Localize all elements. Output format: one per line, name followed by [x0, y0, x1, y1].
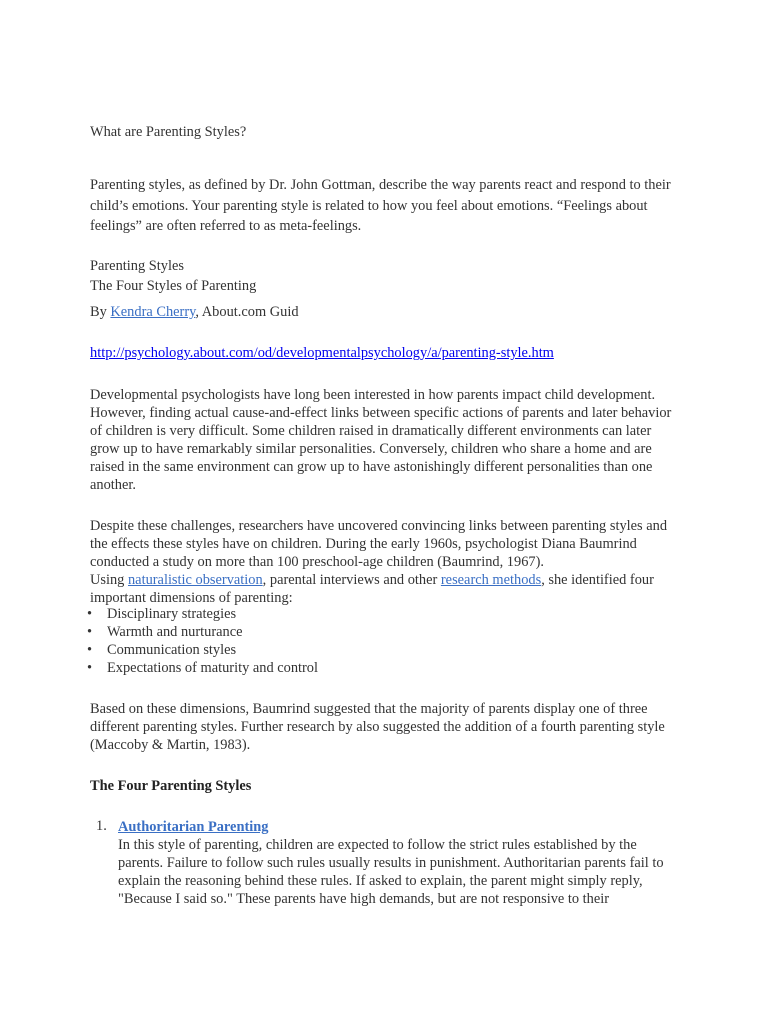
- section-heading: The Four Parenting Styles: [90, 778, 252, 794]
- bullet-icon: •: [87, 606, 93, 622]
- heading-parenting-styles: Parenting Styles: [90, 258, 184, 274]
- heading-four-styles: The Four Styles of Parenting: [90, 278, 257, 294]
- list-item-label: Communication styles: [107, 642, 237, 658]
- authoritarian-description: In this style of parenting, children are expected to follow the strict rules established by the parents. Failure to follow such rules usually results in punishment. Authoritarian parents fail to explain the reasoning behind these rules. If asked to explain, the parent might simply reply, "Because I said so." These parents have high demands, but are not responsive to their: [118, 837, 664, 907]
- bullet-icon: •: [87, 642, 93, 658]
- authoritarian-parenting-link[interactable]: Authoritarian Parenting: [118, 819, 269, 835]
- paragraph-dimensions: Based on these dimensions, Baumrind suggested that the majority of parents display one of three different parenting styles. Further research by also suggested the addition of a fourth parenting style (Maccoby & Martin, 1983).: [90, 701, 665, 753]
- paragraph-developmental: Developmental psychologists have long been interested in how parents impact child development. However, finding actual cause-and-effect links between specific actions of parents and later behavior of children is very difficult. Some children raised in dramatically different environments can later grow up to have remarkably similar personalities. Conversely, children who share a home and are raised in the same environment can grow up to have astonishingly different personalities than one another.: [90, 387, 672, 493]
- byline: [90, 304, 680, 321]
- bullet-icon: •: [87, 660, 93, 676]
- intro-paragraph: Parenting styles, as defined by Dr. John Gottman, describe the way parents react and respond to their child’s emotions. Your parenting style is related to how you feel about emotions. “Feelings about feelings” are often referred to as meta-feelings.: [90, 177, 671, 234]
- interviews-text: , parental interviews and other: [262, 572, 441, 588]
- source-url: [90, 345, 680, 362]
- dimensions-list: [87, 605, 680, 677]
- byline-prefix: By: [90, 304, 111, 320]
- source-url-link[interactable]: http://psychology.about.com/od/developmentalpsychology/a/parenting-style.htm: [90, 345, 554, 361]
- list-item-label: Expectations of maturity and control: [107, 660, 319, 676]
- list-item: [87, 605, 680, 623]
- author-link[interactable]: Kendra Cherry: [110, 304, 196, 320]
- list-item: [87, 659, 680, 677]
- baumrind-text: Despite these challenges, researchers have uncovered convincing links between parenting styles and the effects these styles have on children. During the early 1960s, psychologist Diana Baumrind conducted a study on more than 100 preschool-age children (Baumrind, 1967).: [90, 518, 668, 570]
- list-item: [87, 641, 680, 659]
- bullet-icon: •: [87, 624, 93, 640]
- list-item-label: Warmth and nurturance: [107, 624, 243, 640]
- style-item-authoritarian: [118, 818, 680, 908]
- style-number: 1.: [96, 818, 107, 834]
- list-item: [87, 623, 680, 641]
- dimensions-intro-text: , she identified four important dimensions of parenting:: [90, 572, 654, 606]
- list-item-label: Disciplinary strategies: [107, 606, 237, 622]
- document-title: What are Parenting Styles?: [90, 124, 247, 140]
- research-methods-link[interactable]: research methods: [440, 572, 542, 588]
- using-text: Using: [90, 572, 128, 588]
- paragraph-baumrind: [90, 517, 680, 607]
- naturalistic-observation-link[interactable]: naturalistic observation: [127, 572, 263, 588]
- byline-suffix: , About.com Guid: [195, 304, 299, 320]
